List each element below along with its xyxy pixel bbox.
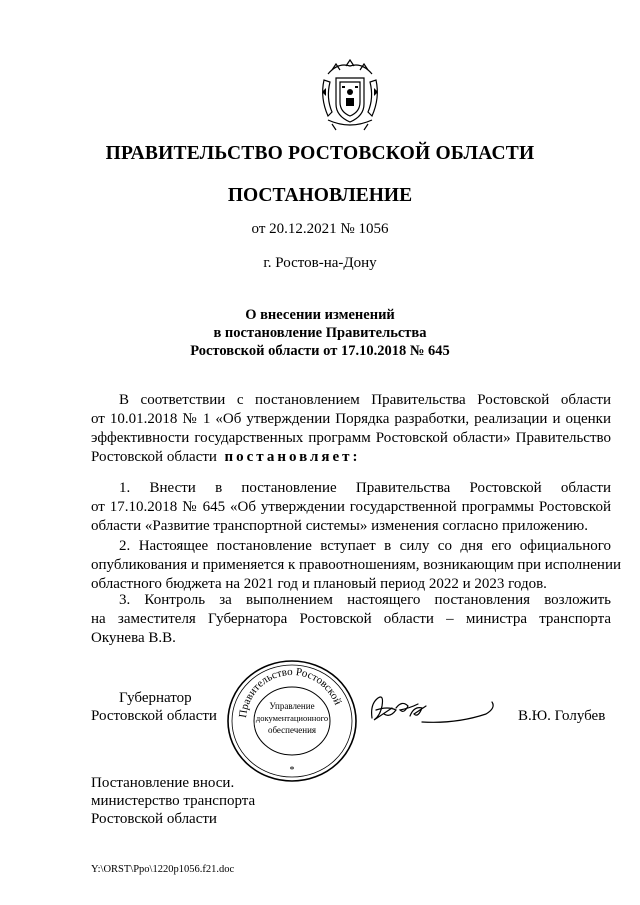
coat-of-arms-emblem	[318, 58, 382, 132]
item-line: 2. Настоящее постановление вступает в силу со дня его официального	[119, 538, 611, 554]
item-line: от 17.10.2018 № 645 «Об утверждении государственной программы Ростовской	[91, 499, 611, 515]
preamble-paragraph	[91, 391, 611, 467]
official-stamp	[224, 657, 360, 785]
stamp-inner-line-3: обеспечения	[267, 725, 317, 735]
date-number-line: от 20.12.2021 № 1056	[251, 221, 389, 237]
item-2-paragraph	[91, 537, 622, 594]
subject-line-2: в постановление Правительства	[213, 325, 427, 341]
signatory-name: В.Ю. Голубев	[518, 708, 606, 724]
item-line: Окунева В.В.	[91, 630, 176, 646]
stamp-inner-line-2: документационного	[255, 713, 329, 723]
item-line: опубликования и применяется к правоотношениям, возникающим при исполнении	[91, 557, 622, 573]
item-line: области «Развитие транспортной системы» изменения согласно приложению.	[91, 518, 588, 534]
item-line: областного бюджета на 2021 год и плановый период 2022 и 2023 годов.	[91, 576, 547, 592]
stamp-inner-line-1: Управление	[269, 701, 315, 711]
item-line: 1. Внести в постановление Правительства Ростовской области	[119, 480, 611, 496]
item-3-paragraph	[91, 591, 611, 648]
handwritten-signature	[366, 688, 502, 730]
subject-line-1: О внесении изменений	[245, 307, 395, 323]
organization-title: ПРАВИТЕЛЬСТВО РОСТОВСКОЙ ОБЛАСТИ	[105, 143, 535, 164]
introduced-by-line-3: Ростовской области	[91, 811, 217, 827]
subject-line-3: Ростовской области от 17.10.2018 № 645	[190, 343, 450, 359]
resolves-emphasis: постановляет:	[224, 449, 361, 465]
signatory-title-line-2: Ростовской области	[91, 708, 217, 724]
city-line: г. Ростов-на-Дону	[263, 255, 377, 271]
preamble-line-text: Ростовской области	[91, 449, 217, 465]
preamble-line: В соответствии с постановлением Правительства Ростовской области	[119, 392, 611, 408]
item-line: 3. Контроль за выполнением настоящего постановления возложить	[119, 592, 611, 608]
item-1-paragraph	[91, 479, 611, 536]
preamble-line: от 10.01.2018 № 1 «Об утверждении Порядка разработки, реализации и оценки	[91, 411, 611, 427]
stamp-outer-text-path: Правительство Ростовской	[237, 665, 344, 719]
stamp-star-icon: *	[289, 765, 295, 776]
preamble-line	[91, 448, 611, 467]
introduced-by-line-1: Постановление вноси.	[91, 775, 235, 791]
document-type-title: ПОСТАНОВЛЕНИЕ	[227, 185, 413, 206]
file-path-footer: Y:\ORST\Ppo\1220p1056.f21.doc	[91, 864, 235, 875]
preamble-line: эффективности государственных программ Ростовской области» Правительство	[91, 430, 611, 446]
item-line: на заместителя Губернатора Ростовской области – министра транспорта	[91, 611, 611, 627]
introduced-by-line-2: министерство транспорта	[91, 793, 256, 809]
signatory-title-line-1: Губернатор	[119, 690, 192, 706]
